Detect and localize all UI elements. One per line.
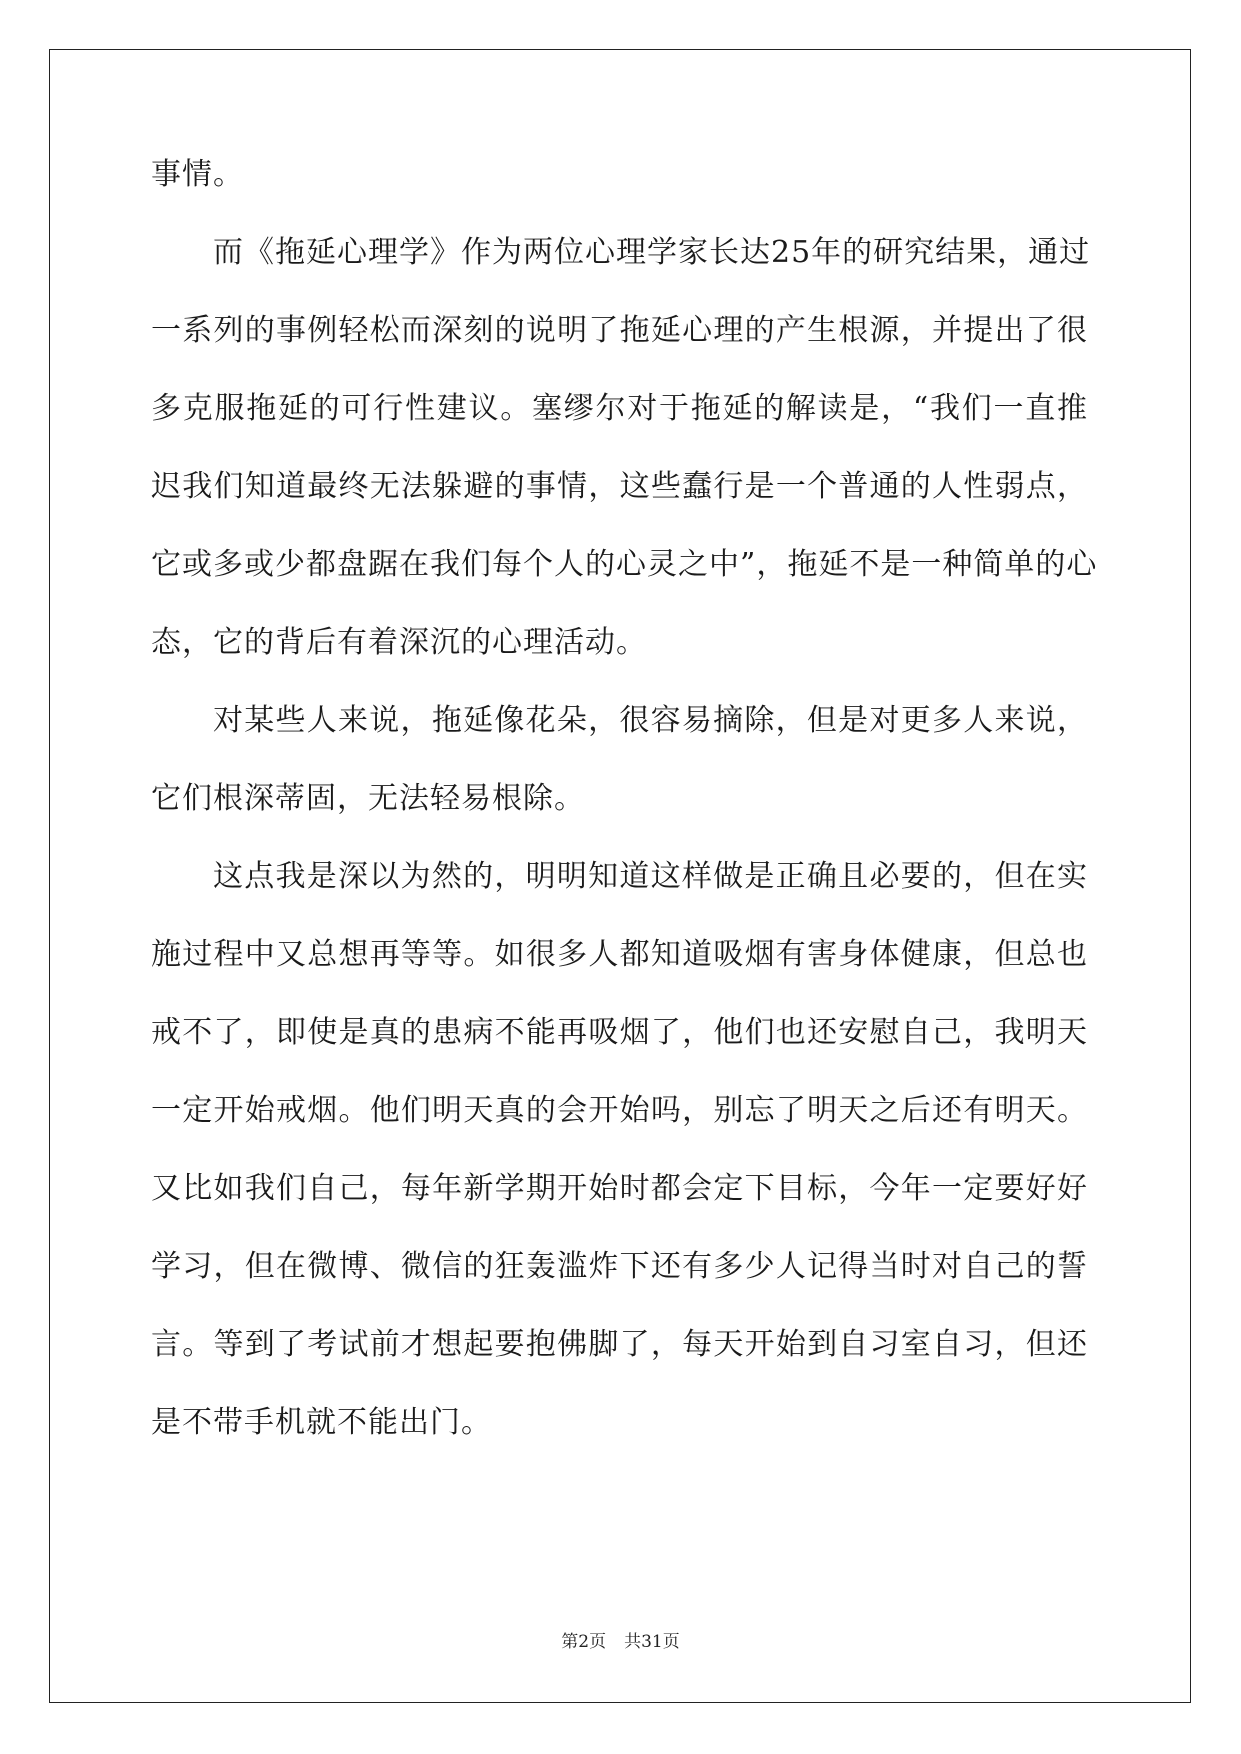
page-number: 第2页 [561, 1632, 607, 1652]
text-line: 戒不了，即使是真的患病不能再吸烟了，他们也还安慰自己，我明天 [151, 1015, 1088, 1050]
text-line: 这点我是深以为然的，明明知道这样做是正确且必要的，但在实 [213, 859, 1088, 894]
text-line: 它或多或少都盘踞在我们每个人的心灵之中”，拖延不是一种简单的心 [151, 547, 1098, 582]
text-line: 事情。 [151, 157, 244, 192]
page-total: 共31页 [624, 1632, 680, 1652]
text-line: 施过程中又总想再等等。如很多人都知道吸烟有害身体健康，但总也 [151, 937, 1088, 972]
document-body [151, 157, 1098, 1484]
text-line: 态，它的背后有着深沉的心理活动。 [151, 625, 647, 660]
text-line: 而《拖延心理学》作为两位心理学家长达25年的研究结果，通过 [213, 235, 1091, 270]
text-line: 又比如我们自己，每年新学期开始时都会定下目标，今年一定要好好 [151, 1171, 1088, 1206]
text-line: 言。等到了考试前才想起要抱佛脚了，每天开始到自习室自习，但还 [151, 1327, 1088, 1362]
text-line: 多克服拖延的可行性建议。塞缪尔对于拖延的解读是，“我们一直推 [151, 391, 1088, 426]
text-line: 迟我们知道最终无法躲避的事情，这些蠢行是一个普通的人性弱点， [151, 469, 1088, 504]
text-line: 它们根深蒂固，无法轻易根除。 [151, 781, 585, 816]
text-line: 一定开始戒烟。他们明天真的会开始吗，别忘了明天之后还有明天。 [151, 1093, 1088, 1128]
text-line: 对某些人来说，拖延像花朵，很容易摘除，但是对更多人来说， [213, 703, 1088, 738]
page-footer [0, 1627, 1241, 1652]
text-line: 是不带手机就不能出门。 [151, 1405, 492, 1440]
text-line: 一系列的事例轻松而深刻的说明了拖延心理的产生根源，并提出了很 [151, 313, 1088, 348]
text-line: 学习，但在微博、微信的狂轰滥炸下还有多少人记得当时对自己的誓 [151, 1249, 1088, 1284]
